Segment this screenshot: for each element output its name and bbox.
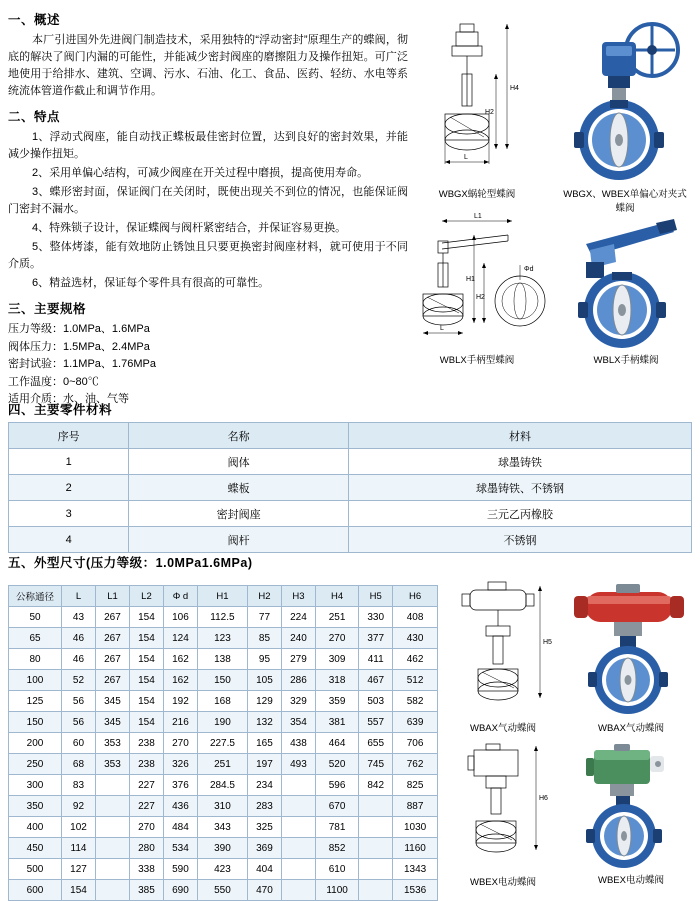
table-row: [9, 775, 438, 796]
cell-name: 蝶板: [129, 475, 349, 501]
cell-dn: 125: [9, 691, 62, 712]
feature-item: 2、采用单偏心结构，可减少阀座在开关过程中磨损，提高使用寿命。: [32, 167, 369, 179]
col-header-l: L: [62, 586, 96, 607]
cell-h3: 279: [281, 649, 315, 670]
svg-text:L1: L1: [474, 213, 482, 220]
section-overview-body: 本厂引进国外先进阀门制造技术，采用独特的“浮动密封”原理生产的蝶阀，彻底的解决了阀门内漏的可能性，并能减少密封阀座的磨擦阻力及操作扭矩。可广泛地使用于给排水、建筑、空调、污水、石油、化工、食品、医药、轻纺、水电等系统流体管道作截止和调节作用。: [8, 34, 408, 97]
cell-no: 1: [9, 449, 129, 475]
cell-phid: 376: [163, 775, 197, 796]
cell-l2: 227: [129, 775, 163, 796]
cell-h3: [281, 817, 315, 838]
cell-phid: 162: [163, 649, 197, 670]
cell-l2: 154: [129, 607, 163, 628]
cell-l2: 227: [129, 796, 163, 817]
section-dimensions-title: 五、外型尺寸(压力等级：1.0MPa1.6MPa): [8, 556, 253, 570]
cell-dn: 350: [9, 796, 62, 817]
cell-h1: 550: [197, 880, 247, 901]
table-row: [9, 880, 438, 901]
cell-h5: 557: [359, 712, 393, 733]
cell-h1: 190: [197, 712, 247, 733]
cell-h3: 240: [281, 628, 315, 649]
table-row: [9, 754, 438, 775]
cell-h1: 310: [197, 796, 247, 817]
table-row: [9, 838, 438, 859]
cell-l: 102: [62, 817, 96, 838]
cell-h1: 227.5: [197, 733, 247, 754]
cell-h1: 423: [197, 859, 247, 880]
col-header-l1: L1: [95, 586, 129, 607]
col-header-h2: H2: [247, 586, 281, 607]
dimensions-table: [8, 585, 438, 901]
figure-caption: WBLX手柄蝶阀: [593, 355, 659, 366]
cell-name: 阀体: [129, 449, 349, 475]
cell-h5: [359, 817, 393, 838]
cell-l2: 154: [129, 712, 163, 733]
section-materials: [8, 400, 692, 553]
cell-phid: 192: [163, 691, 197, 712]
section-specs: [8, 299, 408, 409]
section-features-title: 二、特点: [8, 110, 61, 124]
cell-h6: 887: [393, 796, 438, 817]
materials-table: [8, 422, 692, 553]
cell-h1: 123: [197, 628, 247, 649]
col-header-phid: Φ d: [163, 586, 197, 607]
cell-l2: 238: [129, 754, 163, 775]
cell-phid: 436: [163, 796, 197, 817]
svg-text:H4: H4: [510, 85, 519, 92]
svg-text:Φd: Φd: [524, 266, 534, 273]
cell-l2: 338: [129, 859, 163, 880]
col-header-l2: L2: [129, 586, 163, 607]
cell-l: 56: [62, 712, 96, 733]
cell-h3: 438: [281, 733, 315, 754]
cell-dn: 200: [9, 733, 62, 754]
cell-l: 68: [62, 754, 96, 775]
figure-wbax-drawing-caption-wrap: [448, 718, 558, 734]
feature-item: 1、浮动式阀座，能自动找正蝶板最佳密封位置，达到良好的密封效果，并能减少操作扭矩。: [8, 131, 408, 160]
cell-h3: [281, 775, 315, 796]
cell-h2: 234: [247, 775, 281, 796]
cell-l: 92: [62, 796, 96, 817]
figure-wbex-electric-photo: [566, 744, 696, 886]
svg-text:H1: H1: [466, 276, 475, 283]
cell-h4: 670: [315, 796, 358, 817]
cell-h4: 1100: [315, 880, 358, 901]
col-header-name: 名称: [129, 423, 349, 449]
cell-h4: 596: [315, 775, 358, 796]
table-header-row: [9, 586, 438, 607]
cell-l1: [95, 775, 129, 796]
figure-caption: WBLX手柄型蝶阀: [439, 355, 515, 366]
cell-l: 83: [62, 775, 96, 796]
cell-h4: 520: [315, 754, 358, 775]
cell-phid: 690: [163, 880, 197, 901]
figure-caption: WBEX电动蝶阀: [598, 875, 664, 886]
cell-no: 3: [9, 501, 129, 527]
cell-h1: 390: [197, 838, 247, 859]
cell-l: 154: [62, 880, 96, 901]
cell-l: 43: [62, 607, 96, 628]
cell-h3: 493: [281, 754, 315, 775]
cell-h6: 430: [393, 628, 438, 649]
cell-h1: 251: [197, 754, 247, 775]
figure-caption: WBEX电动蝶阀: [470, 877, 536, 888]
wblx-handle-line-drawing-icon: [412, 205, 547, 350]
cell-no: 2: [9, 475, 129, 501]
cell-dn: 300: [9, 775, 62, 796]
cell-h1: 343: [197, 817, 247, 838]
cell-h5: 330: [359, 607, 393, 628]
cell-h1: 112.5: [197, 607, 247, 628]
table-row: [9, 817, 438, 838]
cell-name: 阀杆: [129, 527, 349, 553]
cell-h4: 464: [315, 733, 358, 754]
cell-h2: 77: [247, 607, 281, 628]
cell-phid: 106: [163, 607, 197, 628]
cell-h1: 138: [197, 649, 247, 670]
cell-l1: [95, 796, 129, 817]
table-row: [9, 475, 692, 501]
cell-no: 4: [9, 527, 129, 553]
table-row: [9, 607, 438, 628]
cell-l: 60: [62, 733, 96, 754]
electric-actuator-valve-icon: [566, 744, 696, 870]
col-header-h5: H5: [359, 586, 393, 607]
cell-h1: 150: [197, 670, 247, 691]
cell-h5: 377: [359, 628, 393, 649]
col-header-h3: H3: [281, 586, 315, 607]
cell-phid: 326: [163, 754, 197, 775]
cell-h4: 318: [315, 670, 358, 691]
cell-h2: 197: [247, 754, 281, 775]
wbax-pneumatic-line-drawing-icon: [448, 578, 558, 718]
cell-l1: [95, 838, 129, 859]
col-header-h6: H6: [393, 586, 438, 607]
cell-h6: 1160: [393, 838, 438, 859]
cell-h2: 283: [247, 796, 281, 817]
cell-h5: 411: [359, 649, 393, 670]
cell-h5: 467: [359, 670, 393, 691]
feature-item: 4、特殊锁子设计，保证蝶阀与阀杆紧密结合，并保证容易更换。: [32, 222, 347, 234]
figure-caption: WBGX、WBEX单偏心对夹式蝶阀: [563, 189, 687, 214]
cell-name: 密封阀座: [129, 501, 349, 527]
cell-phid: 216: [163, 712, 197, 733]
cell-h3: [281, 796, 315, 817]
cell-h6: 762: [393, 754, 438, 775]
cell-h2: 85: [247, 628, 281, 649]
cell-h2: 129: [247, 691, 281, 712]
figure-caption: WBAX气动蝶阀: [598, 723, 664, 734]
cell-h1: 168: [197, 691, 247, 712]
cell-h3: [281, 880, 315, 901]
table-header-row: [9, 423, 692, 449]
cell-l: 127: [62, 859, 96, 880]
cell-h2: 325: [247, 817, 281, 838]
section-overview: [8, 10, 408, 100]
col-header-h1: H1: [197, 586, 247, 607]
figure-wbax-pneumatic-photo: [566, 582, 696, 734]
text-column: [8, 10, 408, 416]
cell-h2: 105: [247, 670, 281, 691]
section-specs-title: 三、主要规格: [8, 302, 87, 316]
cell-h6: 582: [393, 691, 438, 712]
spec-line: 适用介质：水、油、气等: [8, 393, 129, 405]
cell-h1: 284.5: [197, 775, 247, 796]
cell-phid: 270: [163, 733, 197, 754]
cell-dn: 500: [9, 859, 62, 880]
wbex-electric-line-drawing-icon: [448, 742, 558, 872]
cell-h2: 369: [247, 838, 281, 859]
section-dimensions-title-wrap: [8, 553, 692, 575]
cell-l1: [95, 880, 129, 901]
cell-h5: 842: [359, 775, 393, 796]
spec-line: 工作温度：0~80℃: [8, 375, 99, 388]
cell-l1: 345: [95, 691, 129, 712]
cell-h6: 512: [393, 670, 438, 691]
cell-l1: 267: [95, 649, 129, 670]
figure-wbgx-wbex-photo: [560, 12, 690, 214]
cell-material: 球墨铸铁、不锈钢: [349, 475, 692, 501]
cell-h2: 165: [247, 733, 281, 754]
cell-h4: 852: [315, 838, 358, 859]
cell-h5: [359, 838, 393, 859]
cell-l1: 267: [95, 607, 129, 628]
cell-h4: 610: [315, 859, 358, 880]
table-row: [9, 796, 438, 817]
cell-h5: 503: [359, 691, 393, 712]
wafer-butterfly-valve-worm-gear-icon: [560, 12, 690, 184]
cell-dn: 250: [9, 754, 62, 775]
cell-phid: 124: [163, 628, 197, 649]
cell-l2: 270: [129, 817, 163, 838]
dimensions-table-wrap: [8, 585, 438, 901]
cell-h2: 95: [247, 649, 281, 670]
col-header-no: 序号: [9, 423, 129, 449]
table-row: [9, 712, 438, 733]
table-row: [9, 527, 692, 553]
figure-wblx-handle-drawing: [412, 205, 542, 366]
cell-h5: [359, 796, 393, 817]
cell-h3: 354: [281, 712, 315, 733]
cell-h5: 745: [359, 754, 393, 775]
cell-l: 56: [62, 691, 96, 712]
cell-h6: 1030: [393, 817, 438, 838]
cell-dn: 100: [9, 670, 62, 691]
figure-wbax-pneumatic-drawing: [448, 578, 558, 718]
cell-l1: 267: [95, 628, 129, 649]
cell-l2: 154: [129, 670, 163, 691]
cell-phid: 534: [163, 838, 197, 859]
figure-caption: WBGX蜗轮型蝶阀: [438, 189, 516, 200]
cell-material: 不锈钢: [349, 527, 692, 553]
cell-h3: 329: [281, 691, 315, 712]
cell-dn: 450: [9, 838, 62, 859]
figure-wbgx-worm-drawing: [412, 14, 542, 200]
cell-h2: 404: [247, 859, 281, 880]
cell-l: 114: [62, 838, 96, 859]
figure-wbex-electric-drawing: [448, 742, 558, 888]
spec-line: 密封试验：1.1MPa、1.76MPa: [8, 358, 156, 370]
cell-dn: 50: [9, 607, 62, 628]
cell-phid: 162: [163, 670, 197, 691]
cell-l1: 345: [95, 712, 129, 733]
col-header-dn: 公称通径: [9, 586, 62, 607]
cell-h5: [359, 880, 393, 901]
cell-h3: [281, 859, 315, 880]
cell-phid: 590: [163, 859, 197, 880]
cell-h3: 224: [281, 607, 315, 628]
svg-text:H2: H2: [485, 109, 494, 116]
cell-h5: [359, 859, 393, 880]
cell-l: 46: [62, 628, 96, 649]
cell-l1: 353: [95, 733, 129, 754]
section-features: [8, 107, 408, 292]
cell-dn: 65: [9, 628, 62, 649]
feature-item: 5、整体烤漆，能有效地防止锈蚀且只要更换密封阀座材料，就可使用于不同介质。: [8, 241, 408, 270]
cell-l1: 353: [95, 754, 129, 775]
cell-h6: 408: [393, 607, 438, 628]
svg-text:H2: H2: [476, 294, 485, 301]
figure-caption: WBAX气动蝶阀: [470, 723, 536, 734]
cell-h6: 1343: [393, 859, 438, 880]
table-row: [9, 501, 692, 527]
svg-text:H5: H5: [543, 639, 552, 646]
cell-h6: 706: [393, 733, 438, 754]
cell-h3: 286: [281, 670, 315, 691]
spec-line: 压力等级：1.0MPa、1.6MPa: [8, 323, 150, 335]
handle-butterfly-valve-icon: [556, 210, 696, 350]
table-row: [9, 449, 692, 475]
cell-l2: 154: [129, 649, 163, 670]
table-row: [9, 691, 438, 712]
section-materials-title: 四、主要零件材料: [8, 403, 113, 417]
figure-wblx-handle-photo: [556, 210, 696, 366]
cell-h6: 1536: [393, 880, 438, 901]
cell-h4: 270: [315, 628, 358, 649]
table-row: [9, 628, 438, 649]
cell-material: 球墨铸铁: [349, 449, 692, 475]
pneumatic-actuator-valve-icon: [566, 582, 696, 718]
svg-text:L: L: [440, 325, 444, 332]
table-row: [9, 859, 438, 880]
cell-h6: 825: [393, 775, 438, 796]
cell-l: 52: [62, 670, 96, 691]
wbgx-worm-line-drawing-icon: [412, 14, 542, 184]
cell-h6: 639: [393, 712, 438, 733]
cell-l2: 238: [129, 733, 163, 754]
cell-dn: 600: [9, 880, 62, 901]
cell-dn: 150: [9, 712, 62, 733]
cell-l2: 154: [129, 691, 163, 712]
col-header-material: 材料: [349, 423, 692, 449]
col-header-h4: H4: [315, 586, 358, 607]
cell-h4: 381: [315, 712, 358, 733]
cell-h4: 309: [315, 649, 358, 670]
cell-h3: [281, 838, 315, 859]
svg-text:H6: H6: [539, 795, 548, 802]
cell-dn: 400: [9, 817, 62, 838]
cell-l2: 280: [129, 838, 163, 859]
feature-item: 6、精益选材，保证每个零件具有很高的可靠性。: [32, 277, 270, 289]
cell-l2: 385: [129, 880, 163, 901]
svg-text:L: L: [464, 154, 468, 161]
table-row: [9, 670, 438, 691]
cell-l1: 267: [95, 670, 129, 691]
table-row: [9, 649, 438, 670]
section-overview-title: 一、概述: [8, 13, 61, 27]
cell-h4: 251: [315, 607, 358, 628]
cell-l1: [95, 859, 129, 880]
cell-l2: 154: [129, 628, 163, 649]
cell-l: 46: [62, 649, 96, 670]
cell-h5: 655: [359, 733, 393, 754]
cell-h4: 359: [315, 691, 358, 712]
feature-item: 3、蝶形密封面，保证阀门在关闭时，既使出现关不到位的情况，也能保证阀门密封不漏水。: [8, 186, 408, 215]
spec-line: 阀体压力：1.5MPa、2.4MPa: [8, 340, 150, 353]
cell-l1: [95, 817, 129, 838]
cell-dn: 80: [9, 649, 62, 670]
cell-phid: 484: [163, 817, 197, 838]
cell-h2: 470: [247, 880, 281, 901]
cell-h4: 781: [315, 817, 358, 838]
cell-h6: 462: [393, 649, 438, 670]
cell-material: 三元乙丙橡胶: [349, 501, 692, 527]
cell-h2: 132: [247, 712, 281, 733]
table-row: [9, 733, 438, 754]
